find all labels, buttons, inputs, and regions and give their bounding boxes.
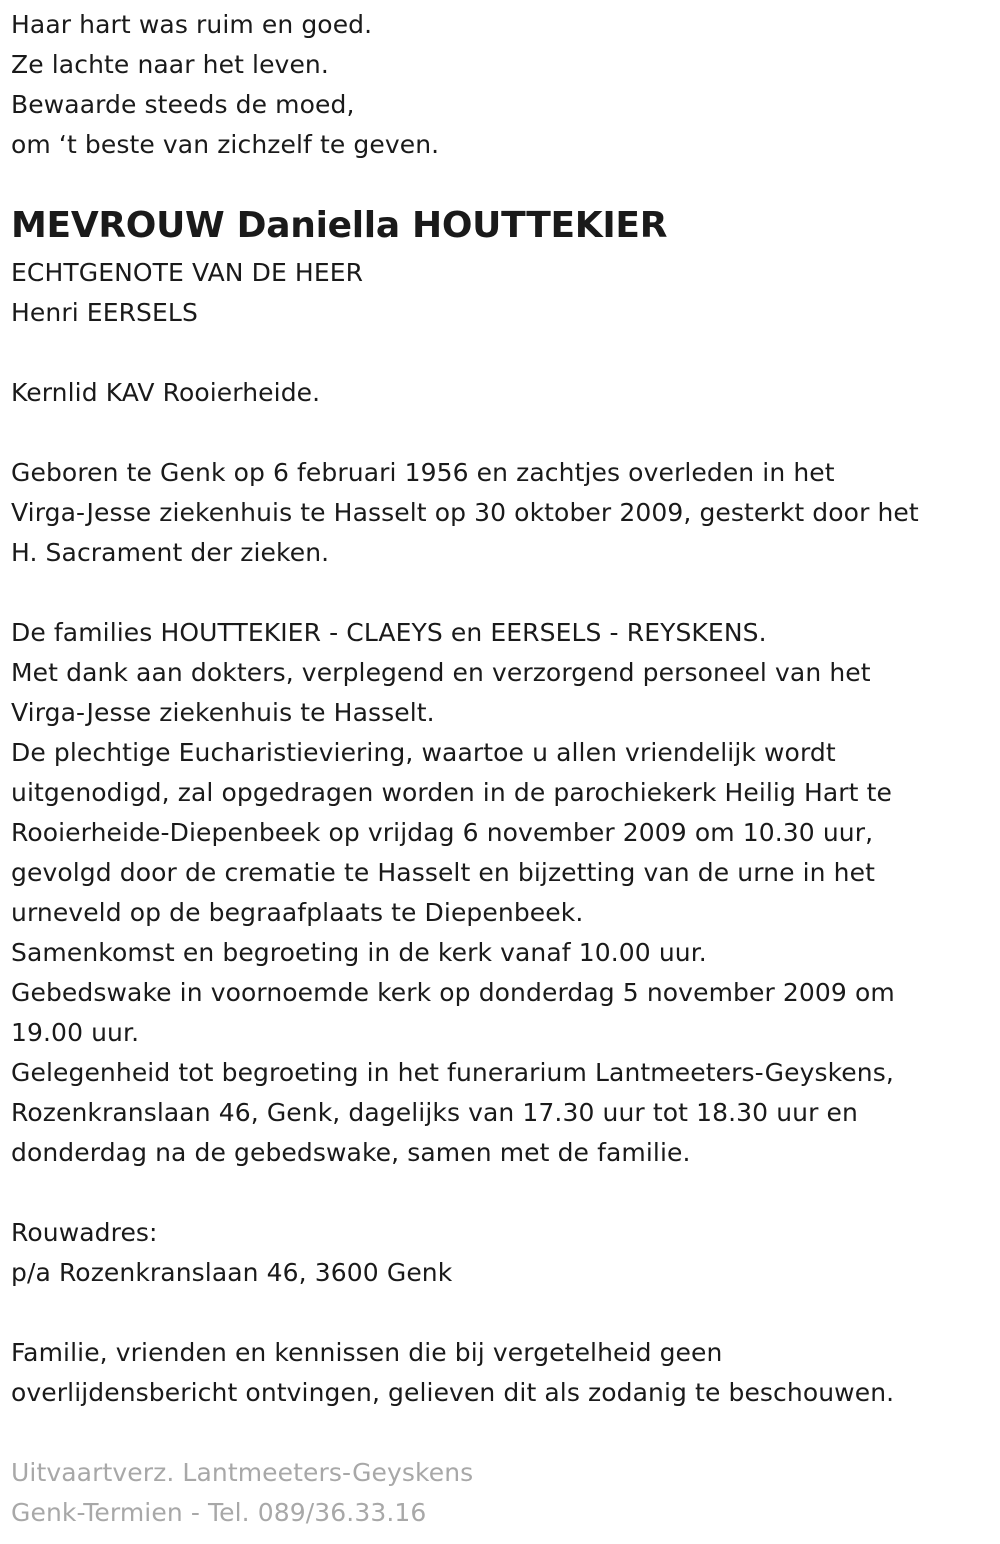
birth-death-block (11, 453, 991, 573)
closing-note-line: overlijdensbericht ontvingen, gelieven dit als zodanig te beschouwen. (11, 1378, 895, 1407)
funeral-home-contact: Genk-Termien - Tel. 089/36.33.16 (11, 1498, 427, 1527)
arrangement-line: urneveld op de begraafplaats te Diepenbeek. (11, 898, 584, 927)
poem (11, 5, 991, 165)
mourning-address-block (11, 1213, 991, 1293)
spouse-block (11, 253, 991, 333)
closing-note-line: Familie, vrienden en kennissen die bij vergetelheid geen (11, 1338, 723, 1367)
mourning-address-line: p/a Rozenkranslaan 46, 3600 Genk (11, 1258, 453, 1287)
arrangement-line: Rooierheide-Diepenbeek op vrijdag 6 november 2009 om 10.30 uur, (11, 818, 874, 847)
arrangement-line: Rozenkranslaan 46, Genk, dagelijks van 17.30 uur tot 18.30 uur en (11, 1098, 858, 1127)
spouse-line: ECHTGENOTE VAN DE HEER (11, 258, 364, 287)
closing-note-block (11, 1333, 991, 1413)
arrangement-line: Gebedswake in voornoemde kerk op donderdag 5 november 2009 om (11, 978, 895, 1007)
arrangement-line: De families HOUTTEKIER - CLAEYS en EERSELS - REYSKENS. (11, 618, 767, 647)
membership-line: Kernlid KAV Rooierheide. (11, 378, 321, 407)
arrangement-line: De plechtige Eucharistieviering, waartoe u allen vriendelijk wordt (11, 738, 836, 767)
poem-line: Haar hart was ruim en goed. (11, 10, 373, 39)
arrangement-line: 19.00 uur. (11, 1018, 140, 1047)
arrangement-line: Gelegenheid tot begroeting in het funerarium Lantmeeters-Geyskens, (11, 1058, 894, 1087)
birth-death-line: Geboren te Genk op 6 februari 1956 en zachtjes overleden in het (11, 458, 835, 487)
arrangement-line: donderdag na de gebedswake, samen met de familie. (11, 1138, 691, 1167)
funeral-home-block (11, 1453, 991, 1533)
arrangement-line: Met dank aan dokters, verplegend en verzorgend personeel van het (11, 658, 871, 687)
arrangement-line: Samenkomst en begroeting in de kerk vanaf 10.00 uur. (11, 938, 707, 967)
funeral-home-name: Uitvaartverz. Lantmeeters-Geyskens (11, 1458, 474, 1487)
arrangement-line: Virga-Jesse ziekenhuis te Hasselt. (11, 698, 435, 727)
poem-line: Ze lachte naar het leven. (11, 50, 329, 79)
mourning-address-label: Rouwadres: (11, 1218, 158, 1247)
families-arrangements-block (11, 613, 991, 1173)
deceased-name-heading: MEVROUW Daniella HOUTTEKIER (11, 205, 668, 246)
membership-block (11, 373, 991, 413)
spouse-line: Henri EERSELS (11, 298, 198, 327)
arrangement-line: gevolgd door de crematie te Hasselt en bijzetting van de urne in het (11, 858, 876, 887)
poem-line: Bewaarde steeds de moed, (11, 90, 355, 119)
arrangement-line: uitgenodigd, zal opgedragen worden in de parochiekerk Heilig Hart te (11, 778, 893, 807)
deceased-name-block (11, 202, 991, 250)
birth-death-line: Virga-Jesse ziekenhuis te Hasselt op 30 oktober 2009, gesterkt door het (11, 498, 919, 527)
birth-death-line: H. Sacrament der zieken. (11, 538, 330, 567)
poem-line: om ‘t beste van zichzelf te geven. (11, 130, 440, 159)
